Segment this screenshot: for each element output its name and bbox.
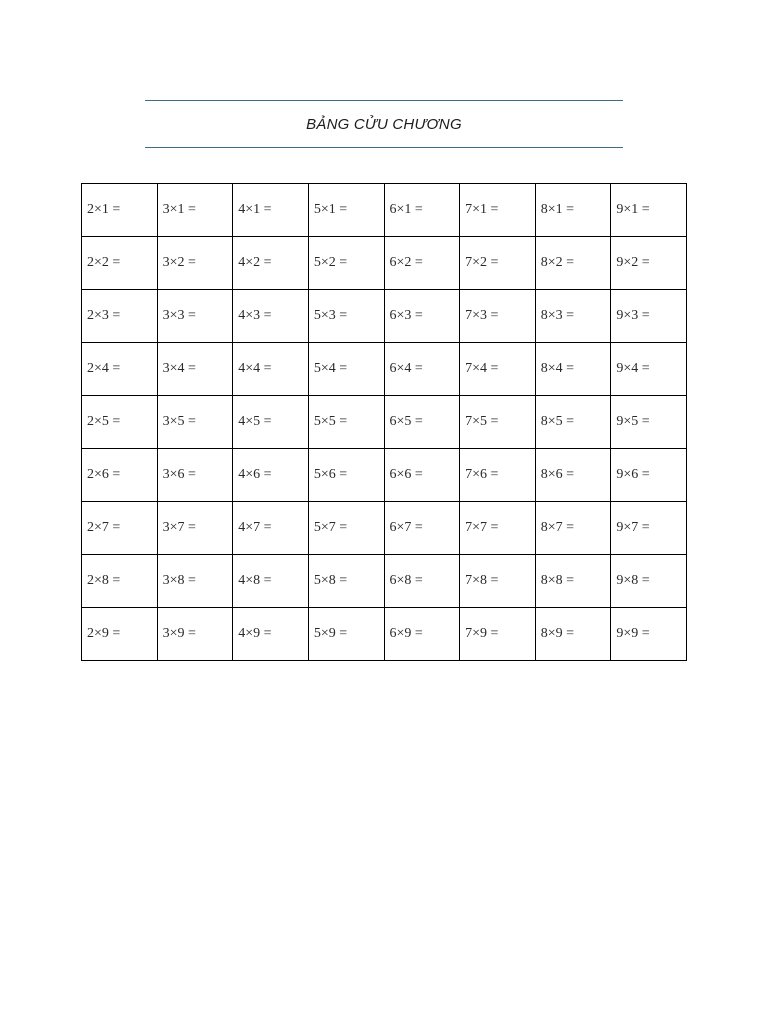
table-cell: 7×2 = bbox=[460, 237, 536, 290]
table-cell: 7×3 = bbox=[460, 290, 536, 343]
table-cell: 3×2 = bbox=[157, 237, 233, 290]
table-cell: 6×6 = bbox=[384, 449, 460, 502]
table-cell: 9×1 = bbox=[611, 184, 687, 237]
table-cell: 4×7 = bbox=[233, 502, 309, 555]
table-cell: 2×2 = bbox=[82, 237, 158, 290]
table-cell: 9×6 = bbox=[611, 449, 687, 502]
table-cell: 8×6 = bbox=[535, 449, 611, 502]
table-row bbox=[82, 555, 687, 608]
table-cell: 3×1 = bbox=[157, 184, 233, 237]
table-cell: 6×2 = bbox=[384, 237, 460, 290]
table-cell: 3×9 = bbox=[157, 608, 233, 661]
table-cell: 4×6 = bbox=[233, 449, 309, 502]
table-cell: 3×3 = bbox=[157, 290, 233, 343]
table-cell: 9×3 = bbox=[611, 290, 687, 343]
table-cell: 9×8 = bbox=[611, 555, 687, 608]
table-cell: 2×4 = bbox=[82, 343, 158, 396]
table-row bbox=[82, 290, 687, 343]
table-cell: 6×4 = bbox=[384, 343, 460, 396]
table-cell: 3×5 = bbox=[157, 396, 233, 449]
table-cell: 3×8 = bbox=[157, 555, 233, 608]
table-cell: 9×5 = bbox=[611, 396, 687, 449]
table-cell: 2×1 = bbox=[82, 184, 158, 237]
table-cell: 5×4 = bbox=[308, 343, 384, 396]
table-cell: 7×8 = bbox=[460, 555, 536, 608]
table-cell: 3×6 = bbox=[157, 449, 233, 502]
table-cell: 9×2 = bbox=[611, 237, 687, 290]
table-cell: 5×8 = bbox=[308, 555, 384, 608]
table-cell: 2×9 = bbox=[82, 608, 158, 661]
table-cell: 7×9 = bbox=[460, 608, 536, 661]
table-cell: 5×9 = bbox=[308, 608, 384, 661]
table-cell: 4×9 = bbox=[233, 608, 309, 661]
table-cell: 5×6 = bbox=[308, 449, 384, 502]
table-cell: 6×9 = bbox=[384, 608, 460, 661]
table-cell: 8×3 = bbox=[535, 290, 611, 343]
table-cell: 8×4 = bbox=[535, 343, 611, 396]
table-cell: 5×7 = bbox=[308, 502, 384, 555]
table-cell: 5×1 = bbox=[308, 184, 384, 237]
table-row bbox=[82, 237, 687, 290]
table-row bbox=[82, 502, 687, 555]
table-cell: 2×7 = bbox=[82, 502, 158, 555]
table-cell: 8×7 = bbox=[535, 502, 611, 555]
table-cell: 2×3 = bbox=[82, 290, 158, 343]
table-cell: 7×7 = bbox=[460, 502, 536, 555]
table-cell: 8×2 = bbox=[535, 237, 611, 290]
multiplication-table-body bbox=[82, 184, 687, 661]
table-cell: 8×8 = bbox=[535, 555, 611, 608]
table-cell: 8×9 = bbox=[535, 608, 611, 661]
table-cell: 4×8 = bbox=[233, 555, 309, 608]
document-title: BẢNG CỬU CHƯƠNG bbox=[306, 115, 462, 133]
table-cell: 4×5 = bbox=[233, 396, 309, 449]
table-cell: 6×7 = bbox=[384, 502, 460, 555]
table-row bbox=[82, 608, 687, 661]
table-cell: 4×1 = bbox=[233, 184, 309, 237]
table-cell: 7×4 = bbox=[460, 343, 536, 396]
table-cell: 6×8 = bbox=[384, 555, 460, 608]
table-cell: 9×7 = bbox=[611, 502, 687, 555]
table-cell: 6×1 = bbox=[384, 184, 460, 237]
multiplication-table bbox=[81, 183, 687, 661]
table-cell: 9×4 = bbox=[611, 343, 687, 396]
table-cell: 5×3 = bbox=[308, 290, 384, 343]
table-cell: 2×8 = bbox=[82, 555, 158, 608]
table-cell: 3×4 = bbox=[157, 343, 233, 396]
table-cell: 8×5 = bbox=[535, 396, 611, 449]
table-cell: 8×1 = bbox=[535, 184, 611, 237]
table-row bbox=[82, 396, 687, 449]
table-cell: 4×2 = bbox=[233, 237, 309, 290]
table-cell: 4×3 = bbox=[233, 290, 309, 343]
table-cell: 7×5 = bbox=[460, 396, 536, 449]
table-cell: 3×7 = bbox=[157, 502, 233, 555]
table-cell: 2×5 = bbox=[82, 396, 158, 449]
table-cell: 4×4 = bbox=[233, 343, 309, 396]
table-row bbox=[82, 343, 687, 396]
table-cell: 9×9 = bbox=[611, 608, 687, 661]
title-block bbox=[145, 100, 623, 148]
table-cell: 5×5 = bbox=[308, 396, 384, 449]
table-cell: 5×2 = bbox=[308, 237, 384, 290]
table-cell: 6×5 = bbox=[384, 396, 460, 449]
table-cell: 6×3 = bbox=[384, 290, 460, 343]
table-cell: 7×6 = bbox=[460, 449, 536, 502]
table-row bbox=[82, 449, 687, 502]
table-row bbox=[82, 184, 687, 237]
table-cell: 7×1 = bbox=[460, 184, 536, 237]
table-cell: 2×6 = bbox=[82, 449, 158, 502]
